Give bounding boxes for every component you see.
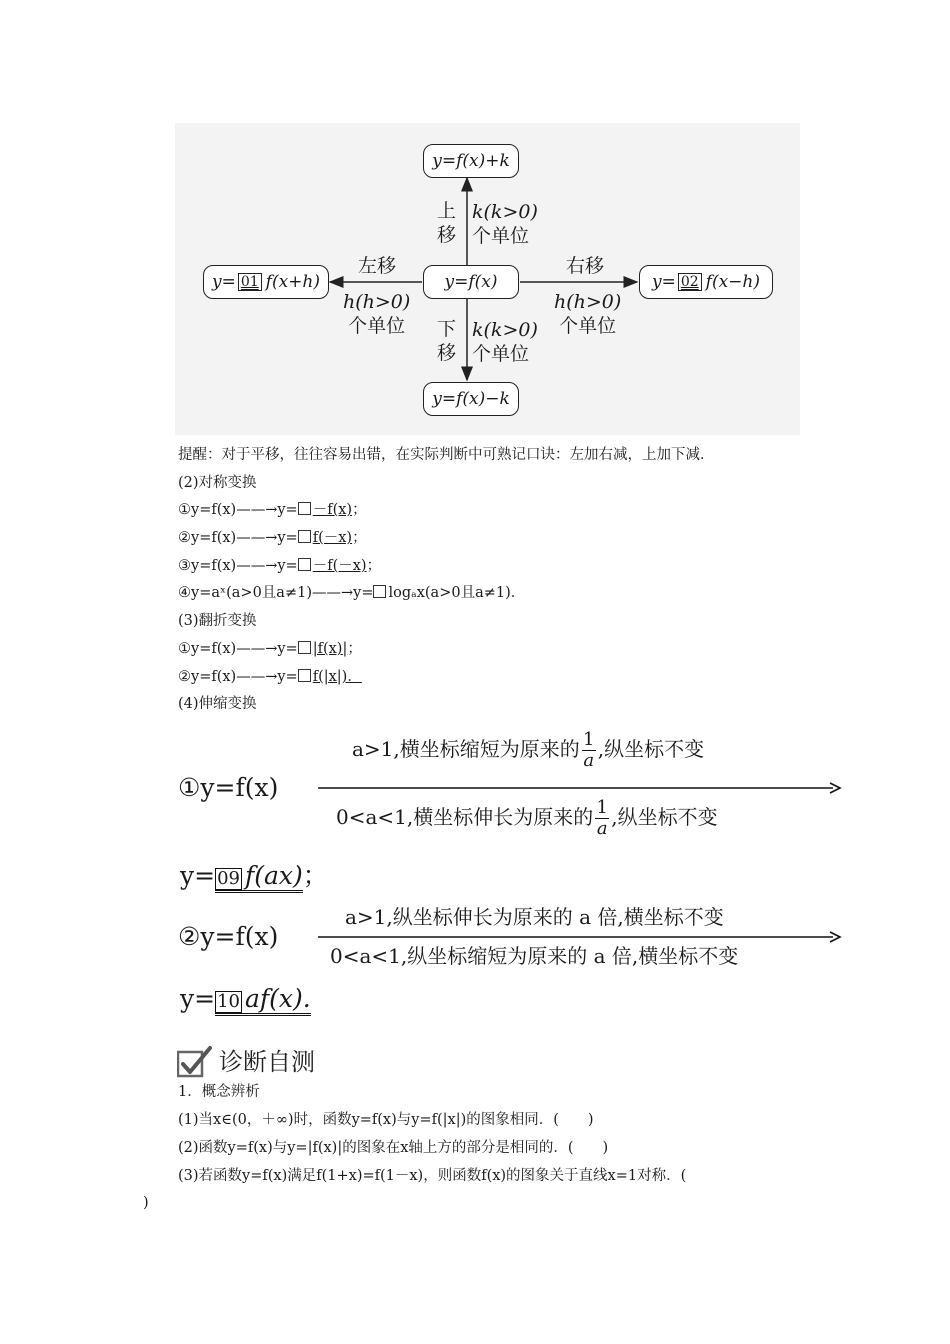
tip-text: 提醒：对于平移，往往容易出错，在实际判断中可熟记口诀：左加右减，上加下减． [178,447,715,463]
question-1: (1)当x∈(0，＋∞)时，函数y=f(x)与y=f(|x|)的图象相同．( ) [178,1112,594,1128]
top-expr: y=f(x)+k [432,151,510,171]
stretch-2-bottom-condition: 0<a<1,纵坐标缩短为原来的 a 倍,横坐标不变 [330,944,739,968]
stretch-2-lhs: ②y=f(x) [178,922,279,951]
center-box [423,265,519,299]
answer-blank: f(－x) [298,530,352,546]
flip-heading: (3)翻折变换 [178,613,257,629]
symmetry-item-2: ②y=f(x)——→y= f(－x)； [178,530,367,546]
answer-blank: logₐx(a>0且a≠1)． [373,585,525,601]
answer-number-09: 09 [217,868,240,889]
answer-blank: |f(x)| [298,641,348,657]
left-prefix: y= [211,272,236,292]
flip-item-2: ②y=f(x)——→y= f(|x|)． [178,669,362,685]
stretch-1-top-condition: a>1,横坐标缩短为原来的 $\frac{1}{a}$ ,纵坐标不变 [352,729,705,771]
right-expr: f(x−h) [705,272,761,292]
question-3: (3)若函数y=f(x)满足f(1+x)=f(1－x)，则函数f(x)的图象关于直线x=1对称．( [178,1168,687,1184]
fraction: $\frac{1}{a}$ [596,797,608,839]
right-move-label: 右移 [566,255,605,277]
left-answer-number: 01 [238,273,262,291]
answer-blank: f(|x|)． [298,669,362,685]
top-box [423,144,519,178]
question-2: (2)函数y=f(x)与y=|f(x)|的图象在x轴上方的部分是相同的．( ) [178,1140,609,1156]
right-prefix: y= [651,272,676,292]
stretch-1-bottom-condition: 0<a<1,横坐标伸长为原来的 $\frac{1}{a}$ ,纵坐标不变 [336,797,718,839]
stretch-1-lhs: ①y=f(x) [178,773,279,802]
fraction: $\frac{1}{a}$ [583,729,595,771]
answer-number-10: 10 [217,991,240,1012]
stretch-1-arrow [318,780,843,796]
stretch-1-result: y= 09 f(ax)； [180,860,328,892]
symmetry-item-3: ③y=f(x)——→y= －f(－x)； [178,558,382,574]
left-box [203,265,329,299]
stretch-heading: (4)伸缩变换 [178,696,257,712]
bottom-box [423,382,519,416]
left-expr: f(x+h) [265,272,321,292]
question-heading: 1．概念辨析 [178,1084,260,1100]
answer-blank: －f(x) [298,502,352,518]
symmetry-item-4: ④y=aˣ(a>0且a≠1)——→y= logₐx(a>0且a≠1)． [178,585,526,601]
symmetry-item-1: ①y=f(x)——→y= －f(x)； [178,502,367,518]
stretch-2-top-condition: a>1,纵坐标伸长为原来的 a 倍,横坐标不变 [345,905,724,929]
down-condition: k(k>0) 个单位 [472,319,538,365]
right-answer-number: 02 [678,273,702,291]
question-3-continued: ) [143,1195,149,1211]
up-label: 上 移 [437,200,457,246]
section-title: 诊断自测 [219,1048,315,1076]
answer-blank: －f(－x) [298,558,367,574]
checkbox-check-icon [177,1046,213,1078]
left-condition: h(h>0) 个单位 [343,291,411,337]
symmetry-heading: (2)对称变换 [178,475,257,491]
right-box [639,265,773,299]
left-move-label: 左移 [358,255,397,277]
translation-diagram [175,123,800,435]
stretch-2-result: y= 10 af(x). [180,983,311,1015]
flip-item-1: ①y=f(x)——→y= |f(x)|； [178,641,362,657]
bottom-expr: y=f(x)−k [432,389,510,409]
right-condition: h(h>0) 个单位 [554,291,622,337]
center-expr: y=f(x) [444,272,498,292]
down-label: 下 移 [437,318,457,364]
up-condition: k(k>0) 个单位 [472,201,538,247]
